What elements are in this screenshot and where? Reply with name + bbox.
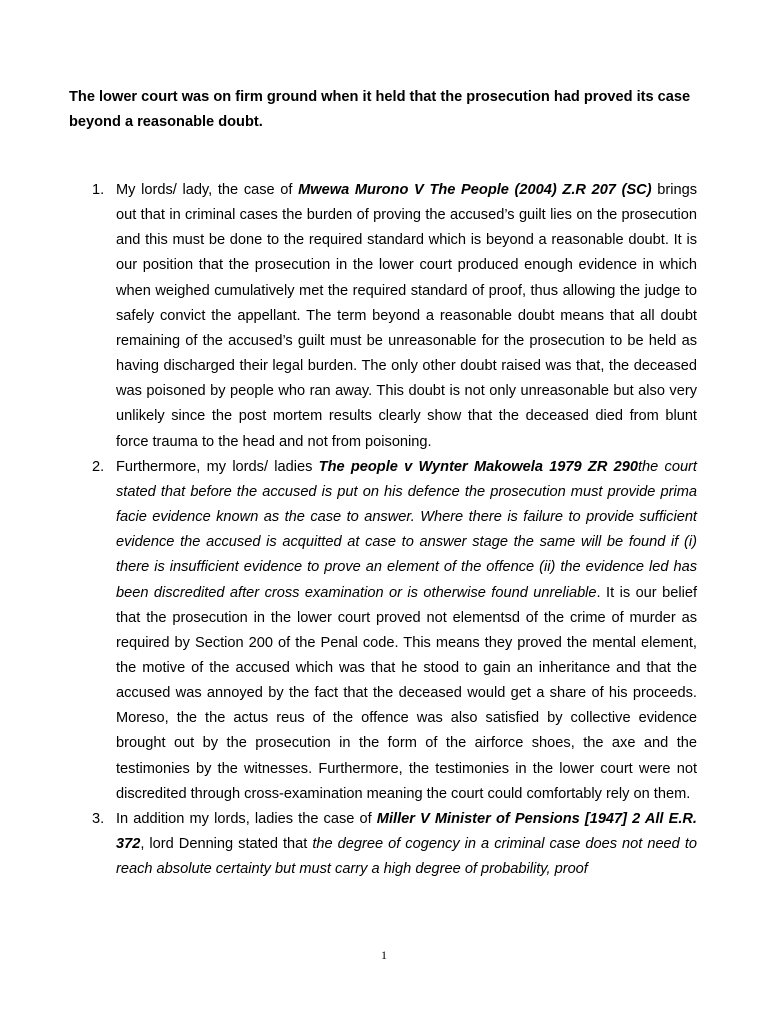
argument-list (92, 178, 697, 882)
list-item-number: 2. (92, 458, 105, 475)
section-heading: The lower court was on firm ground when it held that the prosecution had proved its case beyond a reasonable doubt. (69, 89, 691, 130)
item-intro: My lords/ lady, the case of (116, 182, 299, 198)
case-citation: Mwewa Murono V The People (2004) Z.R 207 (SC) (298, 182, 652, 198)
item-body: . It is our belief that the prosecution in the lower court proved not elementsd of the crime of murder as required by Section 200 of the Penal code. This means they proved the mental element, the motive of the accused which was that he stood to gain an inheritance and that the accused was annoyed by the fact that the deceased would get a share of his proceeds. Moreso, the the actus reus of the offence was also satisfied by collective evidence brought out by the prosecution in the form of the airforce shoes, the axe and the testimonies by the witnesses. Furthermore, the testimonies in the lower court were not discredited through cross-examination meaning the court could comfortably rely on them. (116, 584, 697, 802)
item-body: , lord Denning stated that (140, 836, 313, 853)
list-item (92, 807, 697, 882)
case-citation: Miller V Minister of Pensions [1947] 2 All E.R. 372 (116, 810, 697, 853)
court-quote: the degree of cogency in a criminal case does not need to reach absolute certainty but must carry a high degree of probability, proof (116, 836, 697, 878)
case-citation: The people v Wynter Makowela 1979 ZR 290 (318, 458, 638, 475)
list-item (92, 455, 697, 807)
court-quote: the court stated that before the accused is put on his defence the prosecution must provide prima facie evidence known as the case to answer. Where there is failure to provide sufficient evidence the accused is acquitted at case to answer stage the same will be found if (i) there is insufficient evidence to prove an element of the offence (ii) the evidence led has been discredited after cross examination or is otherwise found unreliable (116, 458, 697, 601)
list-item-number: 1. (92, 182, 105, 198)
item-body: brings out that in criminal cases the burden of proving the accused’s guilt lies on the prosecution and this must be done to the required standard which is beyond a reasonable doubt. It is our position that the prosecution in the lower court produced enough evidence in which when weighed cumulatively met the required standard of proof, thus allowing the judge to safely convict the appellant. The term beyond a reasonable doubt means that all doubt remaining of the accused’s guilt must be unreasonable for the prosecution to be held as having discharged their legal burden. The only other doubt raised was that, the deceased was poisoned by people who ran away. This doubt is not only unreasonable but also very unlikely since the post mortem results clearly show that the deceased died from blunt force trauma to the head and not from poisoning. (116, 182, 697, 450)
list-item (92, 178, 697, 455)
item-intro: Furthermore, my lords/ ladies (116, 458, 319, 475)
item-intro: In addition my lords, ladies the case of (116, 810, 377, 827)
page-number: 1 (381, 948, 387, 962)
list-item-number: 3. (92, 810, 105, 827)
